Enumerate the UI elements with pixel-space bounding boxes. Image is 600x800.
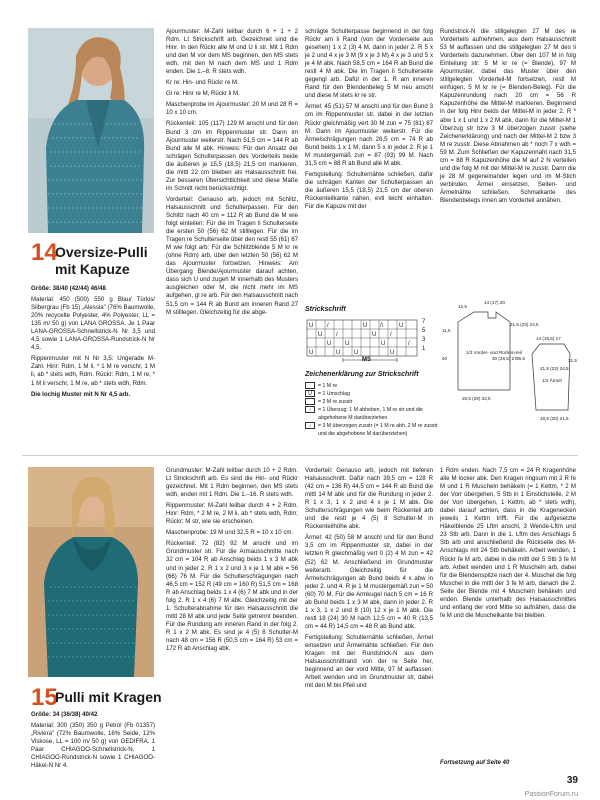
schematic-num: 1/2 Ärmel: [542, 378, 562, 383]
schematic-num: 21,5 (23) 24,5: [540, 366, 569, 371]
size-text: Größe: 34 (36/38) 40/42: [31, 711, 98, 718]
schematic-num: 12,5: [458, 304, 467, 309]
pattern-number: 14: [31, 239, 58, 266]
svg-text:/: /: [336, 332, 338, 338]
pattern1-column4: [440, 28, 576, 296]
svg-text:U: U: [327, 341, 332, 347]
row-number: 3: [422, 337, 426, 343]
page-number: 39: [566, 775, 578, 786]
paragraph: Rippenmuster: M-Zahl teilbar durch 4 + 2 Rdm. Hinr: Rdm, * 2 M re, 2 M li, ab * stets wdh, Rdm; Rückr: M str, wie sie erscheinen.: [166, 502, 298, 526]
paragraph: Fertigstellung: Schulternähte schließen, Ärmel einsetzen und Ärmelnähte schließen. Für den Kragen mit der Rundstrick-N aus dem Halsausschnittrand von der re Seite her, beginnend an der vord Mitte, 97 M auffassen. Arbeit wenden und im Grundmuster str, dabei mit den M bis Pfeil und: [305, 633, 433, 690]
chart-row-numbers: [422, 318, 425, 354]
paragraph: Rundstrick-N die stillgelegten 27 M des re Vorderteils aufnehmen, aus dem Halsausschnitt 53 M auffassen und die stillgelegten 27 M des li Vorderteils dazunehmen. Über den 107 M in folg Einteilung str: 5 M kr re (= Blende), 97 M Ajourmuster, dabei das Muster über den stillgelegten Vorderteil-M fortsetzen, restl M einfügen, 5 M kr re (= Blenden-Beleg). Für die Kapuzenrundung nach 20 cm = 56 R Kapuzenhöhe die Mittel-M markieren. Beginnend in der folg Hinr beids der Mittel-M in jeder 2. R * abw 1 x 1 und 1 x 2 M abk, dann für die Mittel-M 1 Überzug str bzw 3 M überzogen zusstr (siehe Zeichenerklärung) und nach der Mittel-M 2 bzw 3 M re zusstr. Diese Abnahmen ab * noch 7 x wdh = 59 M. Zum Schließen der Kapuzennaht nach 31,5 cm = 88 R Kapuzenhöhe die M auf 2 N verteilen und die folg M mit der Mittel-M re zusstr. Dann die je 28 M gegeneinander legen und im M-Stich verbinden. Ärmel einsetzen, Seiten- und Ärmelnähte schließen. Schmalkante des Blendenbelegs innen am Vorderteil annähen.: [440, 28, 576, 204]
paragraph: Ärmel: 45 (51) 57 M anschl und für den Bund 3 cm im Rippenmuster str, dabei in der letzten Rückr gleichmäßig vert 30 M zun = 75 (81) 87 M. Dann im Ajourmuster weiterstr. Für die Ärmelschrägungen nach 26,5 cm = 74 R ab Bund beids 1 x 1 M, dann 5 x in jeder 2. R je 1 M mustergemäß zun = 87 (93) 99 M. Nach 31,5 cm = 88 R ab Bund alle M abk.: [305, 103, 433, 167]
row-number: 1: [422, 346, 426, 352]
paragraph: Ajourmuster: M-Zahl teilbar durch 6 + 1 + 2 Rdm. Lt Strickschrift arb. Gezeichnet sind die Hinr. In den Rückr alle M und U li str. Mit 1 Rdm und den M vor dem MS beginnen, den MS stets wdh, mit den M nach dem MS und 1 Rdm enden. Die 1.–8. R stets wdh.: [166, 28, 298, 76]
pattern2-column2: [166, 467, 298, 767]
row-number: 5: [422, 328, 426, 334]
paragraph: Maschenprobe im Ajourmuster: 20 M und 28 R = 10 x 10 cm.: [166, 101, 298, 117]
paragraph: Gl re: Hinr re M, Rückr li M.: [166, 90, 240, 98]
legend-item: = 2 M re zusstr: [305, 398, 439, 406]
svg-text:U: U: [363, 323, 368, 329]
pattern2-column3: [305, 467, 433, 767]
svg-text:U: U: [372, 332, 377, 338]
paragraph: Fertigstellung: Schulternähte schließen, dafür die schrägen Kanten der Schulterpassen an die äußeren 15,5 (18,5) 21,5 cm der oberen Rückenteilkante nähen, evtl leicht einhalten. Für die Kapuze mit der: [305, 170, 433, 210]
paragraph: Maschenprobe: 19 M und 32,5 R = 10 x 10 cm.: [166, 529, 294, 537]
svg-text:/: /: [327, 323, 329, 329]
continuation-note: Fortsetzung auf Seite 40: [440, 760, 510, 766]
skp-symbol: ↑: [305, 406, 315, 413]
svg-text:U: U: [309, 323, 314, 329]
paragraph: Rückenteil: 72 (82) 92 M anschl und im Grundmuster str. Für die Armausschnitte nach 32 cm = 104 R ab Anschlag beids 1 x 3 M abk und in jeder 2. R 1 x 2 und 3 x je 1 M abk = 56 (66) 76 M. Für die Schulterschrägungen nach 46,5 cm = 152 R (49 cm = 160 R) 51,5 cm = 168 R ab Anschlag beids 1 x 4 (6) 7 M abk und in der folg 2. R 1 x 4 (6) 7 M abk. Gleichzeitig mit der 1. Schulterabnahme für den Halsausschnitt die mittl 28 M abk und jede Seite getrennt beenden. Für die Rundung am inneren Rand in der folg 2. R 1 x 2 M abk. Es sind je 4 (5) 8 Schulter-M nach 48 cm = 156 R (50,5 cm = 164 R) 53 cm = 172 R ab Anschlag abk.: [166, 540, 298, 652]
pattern-title: Pulli mit Kragen: [55, 689, 162, 705]
svg-text:/: /: [408, 341, 410, 347]
paragraph: Rückenteil: 105 (117) 129 M anschl und für den Bund 3 cm im Rippenmuster str. Dann im Ajourmuster weiterstr. Nach 51,5 cm = 144 R ab Bund alle M abk. Hinweis: Für den Ansatz der schrägen Schulterpassen des Vorderteils beide die äußeren je 15,5 (18,5) 21,5 cm markieren, die mittl 22 cm bleiben als Halsausschnitt frei. Zur besseren Übersichtlichkeit und diese Maße im Schnitt nicht berücksichtigt.: [166, 120, 298, 192]
paragraph: schrägte Schulterpasse beginnend in der folg Rückr am li Rand (von der Vorderseite aus gesehen) 1 x 2 (3) 4 M, dann in jeder 2. R 5 x je 2 und 4 x je 3 M (9 x je 3 M) 4 x je 3 und 5 x je 4 M abk. Nach 58,5 cm = 164 R ab Bund die restl 4 M abk. Die im Tragen li Schulterseite gegengl arb. Dafür in der 1. R am inneren Rand für den Blendenbeleg 5 M neu anschl und diese M stets kr re str.: [305, 28, 433, 100]
paragraph: Vorderteil: Genauso arb, jedoch mit Schlitz, Halsausschnitt und Schulterpassen. Für den Schlitz nach 40 cm = 112 R ab Bund die M wie folgt einteilen: Für die im Tragen li Schulterseite die ersten 50 (56) 62 M stilllegen. Für die im Tragen re Schulterseite über den restl 55 (61) 67 M wie folgt arb: Für die Schlitzblende 5 M kr re (ohne Rdm) arb, über den letzten 50 (56) 62 M das Ajourmuster fortsetzen. Hinweis: Am Übergang Blende/Ajourmuster darauf achten, dass sich U und zugeh M innerhalb des Musters ausgleichen oder M, die nicht mehr im MS aufgehen, gl re arb. Für den Halsausschnitt nach 51,5 cm = 144 R ab Bund am inneren Rand 27 M stilllegen. Gleichzeitig für die abge-: [166, 195, 298, 316]
svg-text:/\: /\: [380, 323, 384, 329]
svg-text:U: U: [381, 341, 386, 347]
pattern2-column1: [31, 711, 155, 781]
schematic-num: 11,5: [442, 328, 451, 333]
chart-title: Strickschrift: [305, 306, 346, 313]
legend-item: = 1 M re: [305, 382, 439, 390]
svg-text:U: U: [345, 341, 350, 347]
schematic-num: 26,5 (29) 32,5: [462, 396, 491, 401]
schematic-num: 21,5 (23) 24,5: [510, 322, 539, 327]
schematic-num: 14 (17) 20: [484, 300, 505, 305]
yarn-over-symbol: U: [305, 390, 315, 397]
paragraph: Kr re: Hin- und Rückr re M.: [166, 79, 239, 87]
watermark: PassionForum.ru: [524, 791, 578, 798]
svg-text:U: U: [354, 350, 359, 356]
rippenmuster-text: Rippenmuster mit N Nr 3,5: Ungerade M-Zahl. Hinr: Rdm, 1 M li, * 1 M re verschr, 1 M li, ab * stets wdh, Rdm. Rückr: Rdm, 1 M re, * 1 M li verschr, 1 M re, ab * stets wdh, Rdm.: [31, 355, 155, 387]
schematic-num: 40: [442, 356, 448, 361]
k2tog-symbol: [305, 398, 315, 405]
paragraph: Grundmuster: M-Zahl teilbar durch 10 + 2 Rdm. Lt Strickschrift arb. Es sind die Hin- und Rückr gezeichnet. Mit 1 Rdm beginnen, den MS stets wdh, enden mit 1 Rdm. Die 1.–16. R stets wdh.: [166, 467, 298, 499]
photo-oversize-pullover: [28, 28, 154, 233]
knit-stitch-symbol: [305, 382, 315, 389]
schematic-num: 36,5: [516, 356, 525, 361]
schematic-num: 31,5: [568, 358, 577, 363]
legend-title: Zeichenerklärung zur Strickschrift: [305, 371, 419, 378]
size-text: Größe: 38/40 (42/44) 46/48: [31, 285, 106, 292]
paragraph: Ärmel: 42 (50) 58 M anschl und für den Bund 3,5 cm im Rippenmuster str, dabei in der letzten R gleichmäßig vert 0 (2) 4 M zun = 42 (52) 62 M. Anschließend im Grundmuster weiterarb. Gleichzeitig für die Ärmelschrägungen ab Bund beids 4 x abw in jeder 2. und 4. R je 1 M mustergemäß zun = 50 (60) 70 M. Für die Armkugel nach 5 cm = 16 R ab Bund beids 1 x 3 M abk, dann in jeder 2. R 1 x 3, 1 x 2 und 8 (10) 12 x je 1 M abk. Die restl 18 (24) 30 M nach 12,5 cm = 40 R (13,5 cm = 44 R) 14,5 cm = 48 R ab Bund abk.: [305, 534, 433, 630]
pattern2-column4: [440, 467, 576, 767]
pattern-title: Oversize-Pulli: [55, 244, 148, 260]
pattern1-column2: [166, 28, 298, 448]
ms-label: MS: [362, 357, 371, 363]
svg-text:/: /: [390, 332, 392, 338]
legend-item: U = 1 Umschlag: [305, 390, 439, 398]
sk2p-symbol: ↕: [305, 422, 315, 429]
svg-text:U: U: [309, 350, 314, 356]
lochmuster-text: Die lochig Muster mit N Nr 4,5 arb.: [31, 390, 131, 398]
paragraph: 1 Rdm enden. Nach 7,5 cm = 24 R Kragenhöhe alle M locker abk. Den Kragen ringsum mit 2 R fe M und 1 R Muscheln behäkeln (= 1 Kettm, * 2 M der Vorr übergehen, 5 Stb in 1 Einstichstelle, 2 M der Vorr übergehen, 1 Kettm, ab * stets wdh), dabei darauf achten, dass in die Kragenecken jeweils 1 Kettm trifft. Für die aufgesetzte Häkelblende 25 Lftm anschl, 3 Wende-Lftm und 23 Stb arb. Dann in die 1. Lftm des Anschlags 5 Stb arb und anschließend die Rückseite des M-Anschlags mit 24 Stb behäkeln. Arbeit wenden, 1 Rückr fe M arb, dabei in die mittl der 5 Stb 3 fe M arb. Arbeit wenden und 1 R Muscheln arb, dabei für die Blendenspitze nach der 4. Muschel die folg Muschel in die mittl der 3 fe M arb, danach die 2. Seite der Blende mit 4 Muscheln behäkeln und enden. Blende unterhalb des Halsausschnittes und entlang der vord Mitte so aufnähen, dass die fe M und die Muschelkante frei bleiben.: [440, 467, 576, 619]
material-text: Material: 300 (350) 350 g Petrol (Fb 01357) „Riviera" (72% Baumwolle, 16% Seide, 12% Viskose, LL = 100 m/ 50 g) von GEDIFRA. 1 Paar CHIAGOO-Schnellstrick-N, 1 CHIAGOO-Rundstrick-N sowie 1 CHIAGOO-Häkel-N Nr 4.: [31, 722, 155, 770]
section-divider: [22, 455, 578, 456]
schematic-num: 14 (15,5) 17: [536, 336, 561, 341]
legend-item: ↕ = 3 M überzogen zusstr (= 1 M re abh, 2 M re zusstr und die abgehobene M darüberziehen): [305, 422, 439, 438]
pattern1-column3: [305, 28, 433, 298]
pattern-number: 15: [31, 684, 58, 711]
pattern1-column1: [31, 285, 155, 435]
svg-text:U: U: [399, 323, 404, 329]
photo-pullover-collar: [28, 467, 154, 677]
svg-text:U: U: [318, 332, 323, 338]
pattern-title-line2: mit Kapuze: [55, 261, 130, 277]
svg-text:U: U: [336, 350, 341, 356]
row-number: 7: [422, 319, 426, 325]
paragraph: Vorderteil: Genauso arb, jedoch mit tieferen Halsausschnitt. Dafür nach 39,5 cm = 128 R (42 cm = 136 R) 44,5 cm = 144 R ab Bund die mittl 14 M abk und für die Rundung in jeder 2. R 1 x 3, 1 x 2 und 4 x je 1 M abk. Die Schulterschrägungen wie beim Rückenteil arb und die restl je 4 (5) 8 Schulter-M in Rückenteilhöhe abk.: [305, 467, 433, 531]
material-text: Material: 450 (500) 550 g Blau/ Türkis/ Silbergrau (Fb 15) „Alessia" (76% Baumwolle, 20% recycelte Polyester, 4% Polyester, LL = 135 m/ 50 g) von LANA GROSSA. Je 1 Paar LANA-GROSSA-Schnellstrick-N Nr 3,5 und 4,5 sowie 1 LANA-GROSSA-Rundstrick-N Nr 4,5.: [31, 296, 155, 352]
legend-item: ↑ = 1 Überzug: 1 M abheben, 1 M re str und die abgehobene M darüberziehen: [305, 406, 439, 422]
garment-schematic: [440, 298, 576, 448]
schematic-num: 1/2 Vorder- und Rücken-teil: [466, 350, 522, 355]
schematic-num: 18,5 (20) 21,5: [540, 416, 569, 421]
svg-text:U: U: [390, 350, 395, 356]
schematic-num: 30 (28,5) 27: [492, 356, 517, 361]
chart-legend: [305, 382, 439, 438]
